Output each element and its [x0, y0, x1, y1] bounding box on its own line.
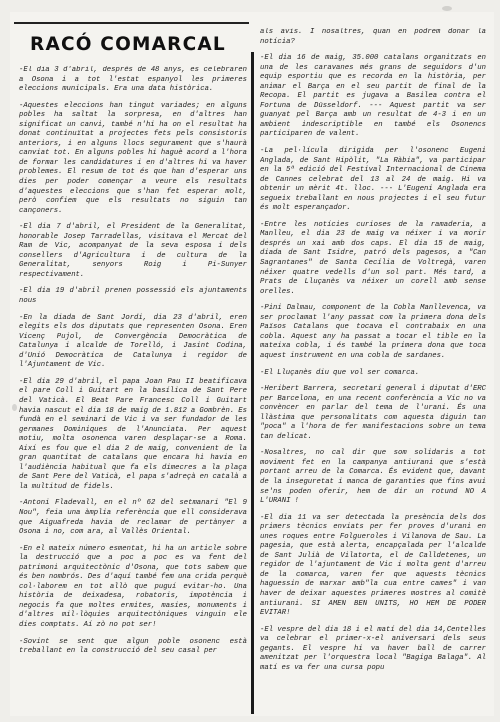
left-column	[19, 66, 247, 718]
print-speck	[12, 404, 17, 411]
news-item: -El vespre del dia 18 i el matí del dia 14,Centelles va celebrar el primer-x-el aniversari dels seus gegants. El vespre hi va haver ball de carrer amenitzat per l'orquestra local "Bagiga Balaga". Al matí es va fer una cursa popu	[260, 625, 486, 672]
print-speck	[442, 6, 452, 11]
news-item: -En el mateix número esmentat, hi ha un article sobre la destrucció que a poc a poc es va fent del patrimoni arquitectònic d'Osona, que tots sabem que és ben nombrós. Des d'aquí també fem una crida perquè col·laborem en tot allò que puguí evitar-ho. Una història de deixadesa, robatoris, impotència i negocis fa que moltes ermites, masies, monuments i d'altres mil·lòquies arquitectòniques vinguin ele dies comptats. Aí zò no pot ser!	[19, 544, 247, 629]
news-item: -El dia 19 d'abril prenen possessió els ajuntaments nous	[19, 287, 247, 306]
news-item: -En la diada de Sant Jordi, dia 23 d'abril, eren elegits els dos diputats que representen Osona. Eren Vicenç Pujol, de Convergència Democràtica de Catalunya i alcalde de Torelló, i Jasint Codina, d'Unió Democràtica de Catalunya i regidor de l'Ajuntament de Vic.	[19, 313, 247, 370]
top-rule	[14, 22, 249, 24]
right-column	[260, 28, 486, 718]
news-item: -Nosaltres, no cal dir que som solidaris a tot moviment fet en la campanya antiurani que s'està portant arreu de la Comarca. És evident que, davant de la inseguretat i manca de garanties que fins avui se'ns poden oferir, hem de dir un rotund NO A L'URANI !	[260, 449, 486, 506]
news-item: als avis. I nosaltres, quan en podrem donar la notícia?	[260, 28, 486, 46]
news-item: -El dia 29 d'abril, el papa Joan Pau II beatificava el pare Coll i Guitart en la basílica de Sant Pere del Vaticà. El Beat Pare Francesc Coll i Guitart havia nascut el dia 18 de maig de 1.812 a Gombrèn. Es fundà en el seminari de Vic i va ser fundador de les germanes Dominiques de l'Anunciata. Per aquest motiu, molta osonenca varen desplaçar-se a Roma. Així es fou que el dia 2 de maig, convenient de la gran quantitat de catalans que encara hi havia en l'audiència habitual que fa els dimecres a la plaça de Sant Pere del Vaticà, el papa s'adreçà en català a la multitud de fidels.	[19, 377, 247, 491]
news-item: -El dia 3 d'abril, després de 48 anys, es celebraren a Osona i a tot l'estat espanyol les primeres eleccions municipals. Era una data històrica.	[19, 66, 247, 94]
news-item: -El dia 7 d'abril, el President de la Generalitat, honorable Josep Tarradellas, visitava el Mercat del Ram de Vic, acompanyat de la seva esposa i dels consellers d'Agricultura i de cultura de la Generalitat, senyors Roig i Pi-Sunyer respectivament.	[19, 223, 247, 279]
news-item: -Pini Dalmau, component de la Cobla Manllevenca, va ser proclamat l'any passat com la primera dona dels Països Catalans que tocava el contrabaix en una cobla. Aquest any ha passat a tocar el tible en la mateixa cobla, i és també la primera dona que toca aquest instrument en una cobla de sardanes.	[260, 304, 486, 360]
news-item: -El Lluçanès diu que vol ser comarca.	[260, 368, 420, 377]
news-item: -Aquestes eleccions han tingut variades; en alguns pobles ha saltat la sorpresa, en d'altres han significat un canvi, també n'hi ha on el resultat ha donat continuïtat a projectes fets pels consistoris anteriors, i en alguns llocs segurament que s'haurà canviat tot. En alguns pobles hi haguè acord a l'hora de formar les candidatures i en d'altres hi va haver problemes. El resum de tot és que han d'esperar uns dies per poder començar a veure els resultats d'aquestes eleccions que s'han fet esperar molt, però confiem que els resultats no siguin tan cançoners.	[19, 101, 247, 215]
news-item: -Entre les notícies curioses de la ramaderia, a Manlleu, el dia 23 de maig va néixer i va morir després un xai amb dos caps. El dia 15 de maig, diada de Sant Isidre, patró dels pagesos, a "Can Sagrantanes" de Santa Cecília de Voltregà, varen néixer quatre vedells d'un sol part. Més tard, a Prats de Lluçanès va néixer un corell amb sense orelles.	[260, 220, 486, 296]
news-item: -El dia 11 va ser detectada la presència dels dos primers tècnics enviats per fer proves d'urani en unes roques entre Folgueroles i Vilanova de Sau. La pagesia, que està alerta, encapçalada per l'alcalde de Sant Julià de Vilatorta, el de Calldetenes, un regidor de l'ajuntament de Vic i molta gent d'arreu de la comarca, varen fer que aquests tècnics haguessin de marxar amb"la cua entre cames" i van haver de deixar aquestes primeres mostres al comitè antiurani. SI AMEN BEN UNITS, HO HEM DE PODER EVITAR!	[260, 513, 486, 618]
news-item: -La pel·lícula dirigida per l'osonenc Eugeni Anglada, de Sant Hipòlit, "La Ràbia", va participar en la 5ª edició del Festival Internacional de Cinema de Cannes celebrat del 13 al 24 de maig. Hi va obtenir un mèrit 4t. lloc. --- L'Eugeni Anglada era segueix treballant en nous projectes i el seu futur és molt esperançador.	[260, 147, 486, 213]
news-item: -Heribert Barrera, secretari general i diputat d'ERC per Barcelona, en una recent conferència a Vic no va convèncer en parlar del tema de l'urani. És una llàstima que personalitats com aquesta diguin tan "poca" a l'hora de fer manifestacions sobre un tema tan delicat.	[260, 385, 486, 441]
column-divider	[251, 52, 254, 714]
news-item: -Sovint se sent que algun poble osonenc està treballant en la construcció del seu casal per	[19, 637, 247, 656]
news-item: -Antoni Fladevall, en el nº 62 del setmanari "El 9 Nou", feia una àmplia referència que ell considerava que Aiguafreda havia de reclamar de pertànyer a Osona i no, com ara, al Vallès Oriental.	[19, 499, 247, 537]
section-title: RACÓ COMARCAL	[30, 34, 226, 55]
news-item: -El dia 16 de maig, 35.000 catalans organitzats en una de les caravanes més grans de seguidors d'un equip esportiu que es recorda en la història, per animar el Barça en el seu partit de final de la Recopa. El partit es jugava a Basilea contra el Fortuna de Düsseldorf. --- Aquest partit va ser guanyat pel Barça amb un resultat de 4-3 i en un ambient indescriptible en també els Osonencs participaren de valent.	[260, 54, 486, 139]
